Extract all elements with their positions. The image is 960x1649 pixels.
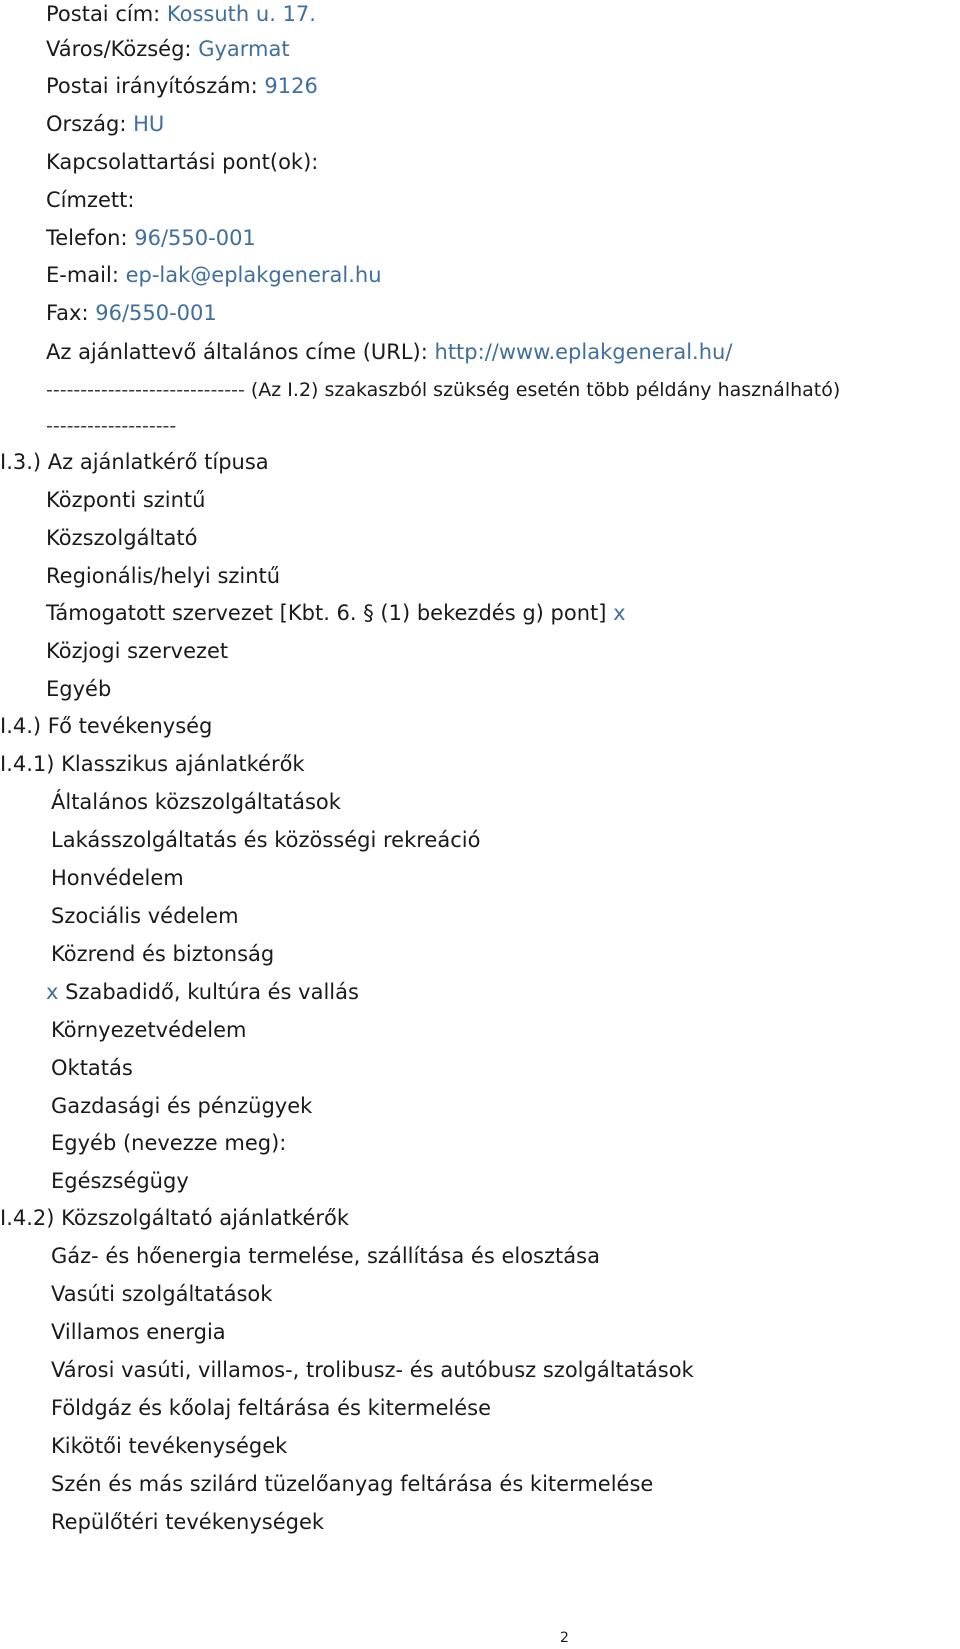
i41-item bbox=[51, 1168, 189, 1194]
i3-item-label: Központi szintű bbox=[46, 488, 206, 512]
i42-item: Villamos energia bbox=[51, 1320, 226, 1344]
country-label: Ország: bbox=[46, 112, 127, 136]
i3-item-public-service bbox=[46, 525, 197, 551]
i3-item-label: Regionális/helyi szintű bbox=[46, 564, 281, 588]
separator-dashes-2: ------------------- bbox=[46, 415, 177, 437]
i3-item-label: Támogatott szervezet [Kbt. 6. § (1) bekezdés g) pont] bbox=[46, 601, 607, 625]
recipient-row bbox=[46, 187, 134, 213]
i41-item-label: Lakásszolgáltatás és közösségi rekreáció bbox=[51, 828, 481, 852]
section-i3-heading: I.3.) Az ajánlatkérő típusa bbox=[0, 450, 269, 474]
email-label: E-mail: bbox=[46, 263, 119, 287]
i41-item bbox=[51, 1093, 312, 1119]
zip-row bbox=[46, 73, 318, 99]
i3-item-label: Közszolgáltató bbox=[46, 526, 198, 550]
zip-value: 9126 bbox=[264, 74, 318, 98]
i3-item-regional bbox=[46, 563, 280, 589]
zip-label: Postai irányítószám: bbox=[46, 74, 258, 98]
i41-item-selected bbox=[46, 979, 359, 1005]
i3-item-supported-org bbox=[46, 600, 626, 626]
phone-value: 96/550-001 bbox=[134, 226, 256, 250]
section-i4-heading: I.4.) Fő tevékenység bbox=[0, 714, 213, 738]
postal-address-row bbox=[46, 1, 316, 27]
city-row bbox=[46, 36, 290, 62]
selected-mark: x bbox=[613, 601, 626, 625]
i42-item: Városi vasúti, villamos-, trolibusz- és autóbusz szolgáltatások bbox=[51, 1358, 694, 1382]
i41-item-label: Közrend és biztonság bbox=[51, 942, 275, 966]
selected-mark: x bbox=[46, 980, 59, 1004]
i3-item-public-law bbox=[46, 638, 228, 664]
i42-item: Kikötői tevékenységek bbox=[51, 1434, 288, 1458]
city-label: Város/Község: bbox=[46, 37, 192, 61]
i41-item-label: Honvédelem bbox=[51, 866, 184, 890]
separator-note: (Az I.2) szakaszból szükség esetén több példány használható) bbox=[250, 379, 841, 401]
i41-item bbox=[51, 865, 184, 891]
i41-item-label: Szociális védelem bbox=[51, 904, 239, 928]
i41-item bbox=[51, 941, 274, 967]
fax-value: 96/550-001 bbox=[95, 301, 217, 325]
i41-item-label: Egészségügy bbox=[51, 1169, 189, 1193]
i42-item: Vasúti szolgáltatások bbox=[51, 1282, 273, 1306]
country-row bbox=[46, 111, 164, 137]
section-i42-heading: I.4.2) Közszolgáltató ajánlatkérők bbox=[0, 1206, 350, 1230]
country-value: HU bbox=[133, 112, 165, 136]
i42-item: Repülőtéri tevékenységek bbox=[51, 1510, 325, 1534]
i41-item-label: Gazdasági és pénzügyek bbox=[51, 1094, 313, 1118]
contact-points-label: Kapcsolattartási pont(ok): bbox=[46, 150, 319, 174]
city-value: Gyarmat bbox=[198, 37, 290, 61]
i42-item: Szén és más szilárd tüzelőanyag feltárása és kitermelése bbox=[51, 1472, 654, 1496]
separator-line-2 bbox=[46, 413, 176, 439]
i41-item-label: Oktatás bbox=[51, 1056, 133, 1080]
url-value[interactable]: http://www.eplakgeneral.hu/ bbox=[434, 340, 733, 364]
i41-item bbox=[51, 827, 480, 853]
url-row bbox=[46, 339, 732, 365]
contact-points-row bbox=[46, 149, 318, 175]
email-row bbox=[46, 262, 382, 288]
section-i41-heading: I.4.1) Klasszikus ajánlatkérők bbox=[0, 752, 305, 776]
phone-row bbox=[46, 225, 256, 251]
postal-address-label: Postai cím: bbox=[46, 2, 161, 26]
i41-item bbox=[51, 1130, 286, 1156]
i41-item bbox=[51, 1017, 246, 1043]
page-number: 2 bbox=[560, 1630, 569, 1646]
i41-item-label: Általános közszolgáltatások bbox=[51, 790, 341, 814]
fax-label: Fax: bbox=[46, 301, 89, 325]
i41-item-label: Egyéb (nevezze meg): bbox=[51, 1131, 287, 1155]
i42-item: Földgáz és kőolaj feltárása és kitermelése bbox=[51, 1396, 492, 1420]
i41-item bbox=[51, 789, 341, 815]
i41-item bbox=[51, 903, 239, 929]
i41-item-label: Környezetvédelem bbox=[51, 1018, 247, 1042]
i41-item-label: Szabadidő, kultúra és vallás bbox=[65, 980, 359, 1004]
separator-line-1 bbox=[46, 377, 840, 403]
fax-row bbox=[46, 300, 217, 326]
separator-dashes-1: ----------------------------- bbox=[46, 379, 245, 401]
recipient-label: Címzett: bbox=[46, 188, 135, 212]
i3-item-label: Egyéb bbox=[46, 677, 112, 701]
url-label: Az ajánlattevő általános címe (URL): bbox=[46, 340, 428, 364]
i42-item: Gáz- és hőenergia termelése, szállítása és elosztása bbox=[51, 1244, 600, 1268]
postal-address-value: Kossuth u. 17. bbox=[166, 2, 316, 26]
i3-item-other bbox=[46, 676, 111, 702]
phone-label: Telefon: bbox=[46, 226, 128, 250]
i3-item-central bbox=[46, 487, 205, 513]
i41-item bbox=[51, 1055, 133, 1081]
i3-item-label: Közjogi szervezet bbox=[46, 639, 229, 663]
email-value[interactable]: ep-lak@eplakgeneral.hu bbox=[125, 263, 382, 287]
